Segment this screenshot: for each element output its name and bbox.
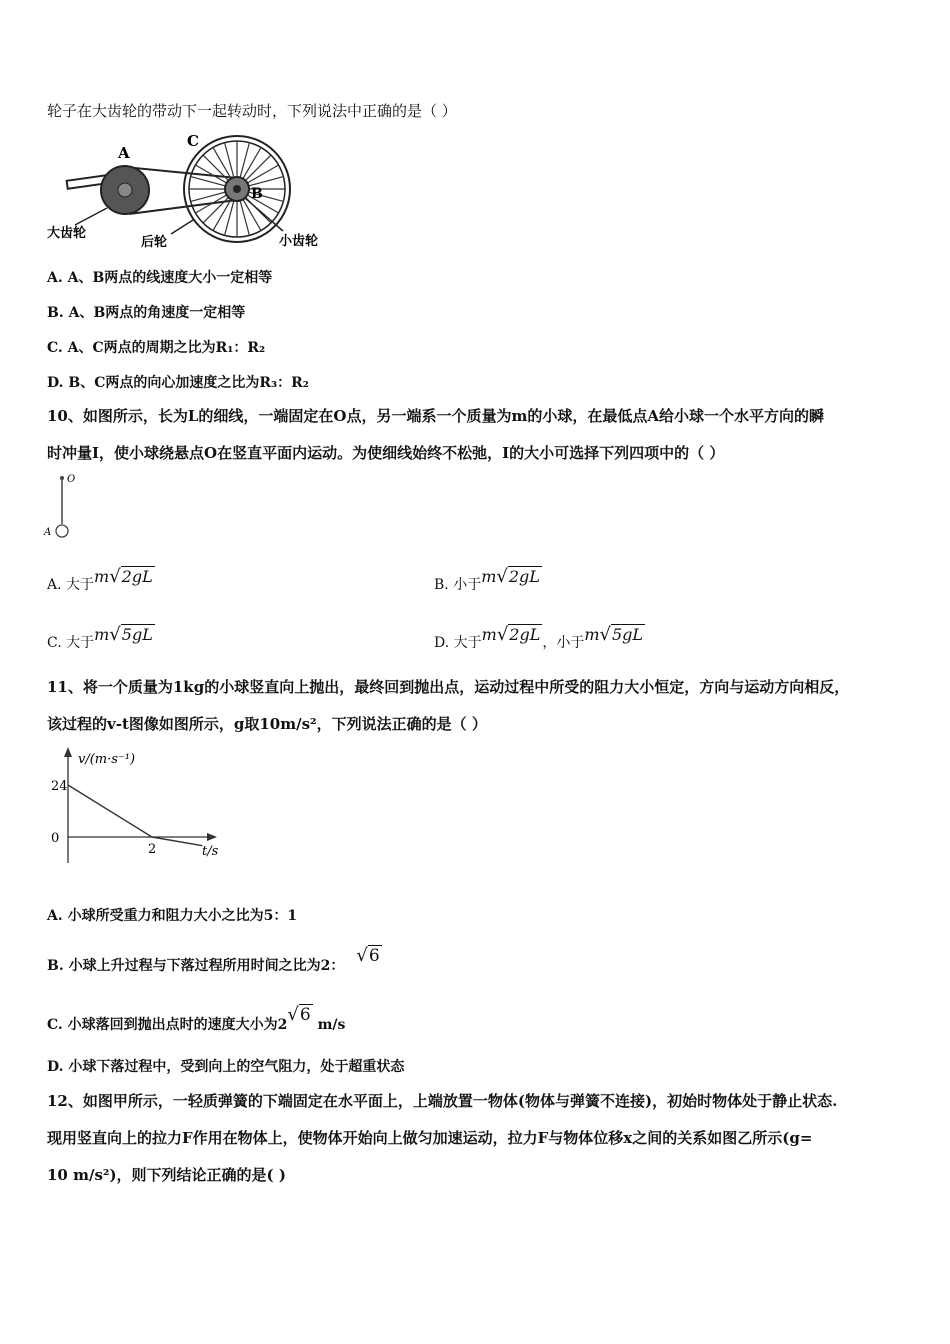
q9-option-c: C. A、C两点的周期之比为R₁：R₂ [47,340,266,356]
q10-label-o: O [67,474,76,485]
q10-stem-line2: 时冲量I，使小球绕悬点O在竖直平面内运动。为使细线始终不松弛，I的大小可选择下列四项中的（ ） [47,444,725,462]
q9-small-gear-label: 小齿轮 [279,234,319,249]
q10-option-d-m1: m [481,625,497,644]
q11-option-c-prefix: C. 小球落回到抛出点时的速度大小为2 [47,1017,288,1033]
q10-option-a: A. 大于m√2gL [47,566,153,593]
q10-option-c-radicand: 5gL [121,625,153,644]
q10-option-d-mid: ，小于 [542,635,585,651]
q11-stem-line1: 11、将一个质量为1kg的小球竖直向上抛出，最终回到抛出点，运动过程中所受的阻力大小恒定，方向与运动方向相反， [47,678,850,696]
q10-option-d-radicand1: 2gL [509,625,541,644]
chart-y-axis-arrow [64,747,72,757]
q11-option-c: C. 小球落回到抛出点时的速度大小为2√6 m/s [47,1004,346,1033]
q10-option-c-m: m [94,625,110,644]
q10-option-b-radicand: 2gL [508,567,540,586]
q10-option-b-prefix: B. 小于 [434,577,482,593]
q9-rear-wheel-label: 后轮 [141,235,168,250]
q9-label-c: C [187,132,199,150]
q10-option-a-prefix: A. 大于 [47,577,95,593]
q11-option-b: B. 小球上升过程与下落过程所用时间之比为2： √6 [47,945,380,974]
chart-ylabel: v/(m·s⁻¹) [78,752,136,767]
q9-option-d: D. B、C两点的向心加速度之比为R₃：R₂ [47,375,309,391]
q11-stem-line2: 该过程的v-t图像如图所示，g取10m/s²，下列说法正确的是（ ） [47,715,487,733]
q10-option-b-m: m [481,567,497,586]
q9-label-a: A [118,144,130,162]
q10-option-c: C. 大于m√5gL [47,624,153,651]
x-tick-label-0: 2 [148,842,157,857]
q12-stem-line1: 12、如图甲所示，一轻质弹簧的下端固定在水平面上，上端放置一物体(物体与弹簧不连接)，初始时物体处于静止状态. [47,1092,838,1110]
q10-option-a-radicand: 2gL [121,567,153,586]
q10-option-b: B. 小于m√2gL [434,566,540,593]
q10-option-d-radicand2: 5gL [612,625,644,644]
q12-stem-line2: 现用竖直向上的拉力F作用在物体上，使物体开始向上做匀加速运动，拉力F与物体位移x之间的关系如图乙所示(g= [47,1129,813,1147]
q10-option-c-prefix: C. 大于 [47,635,95,651]
q11-option-c-suffix: m/s [317,1017,346,1033]
q11-option-b-prefix: B. 小球上升过程与下落过程所用时间之比为2： [47,958,345,974]
q9-option-a: A. A、B两点的线速度大小一定相等 [47,270,273,286]
q10-option-d-m2: m [584,625,600,644]
q10-stem-line1: 10、如图所示，长为L的细线，一端固定在O点，另一端系一个质量为m的小球，在最低点A给小球一个水平方向的瞬 [47,407,825,425]
q9-bicycle-figure [45,130,345,255]
q10-option-d: D. 大于m√2gL ，小于m√5gL [434,624,644,651]
series-line-ascent [68,785,152,837]
q11-option-c-radicand: 6 [299,1005,311,1025]
q9-label-b: B [251,186,263,202]
q12-stem-line3: 10 m/s²)，则下列结论正确的是( ) [47,1166,286,1184]
q11-vt-chart [45,745,245,870]
q9-big-gear-label: 大齿轮 [47,226,87,241]
q10-option-d-prefix: D. 大于 [434,635,482,651]
q10-label-a: A [44,527,52,538]
q9-stem: 轮子在大齿轮的带动下一起转动时，下列说法中正确的是（ ） [47,102,457,120]
q11-option-a: A. 小球所受重力和阻力大小之比为5：1 [47,908,298,924]
q10-pendulum-figure [42,472,102,542]
chart-x-axis-arrow [207,833,217,841]
y-tick-label-1: 0 [51,831,60,846]
q11-option-d: D. 小球下落过程中，受到向上的空气阻力，处于超重状态 [47,1059,405,1075]
series-line-descent [152,837,202,846]
q11-option-b-radicand: 6 [368,946,380,966]
q9-option-b: B. A、B两点的角速度一定相等 [47,305,246,321]
q10-option-a-m: m [94,567,110,586]
chart-xlabel: t/s [202,844,219,859]
y-tick-label-0: 24 [51,779,68,794]
